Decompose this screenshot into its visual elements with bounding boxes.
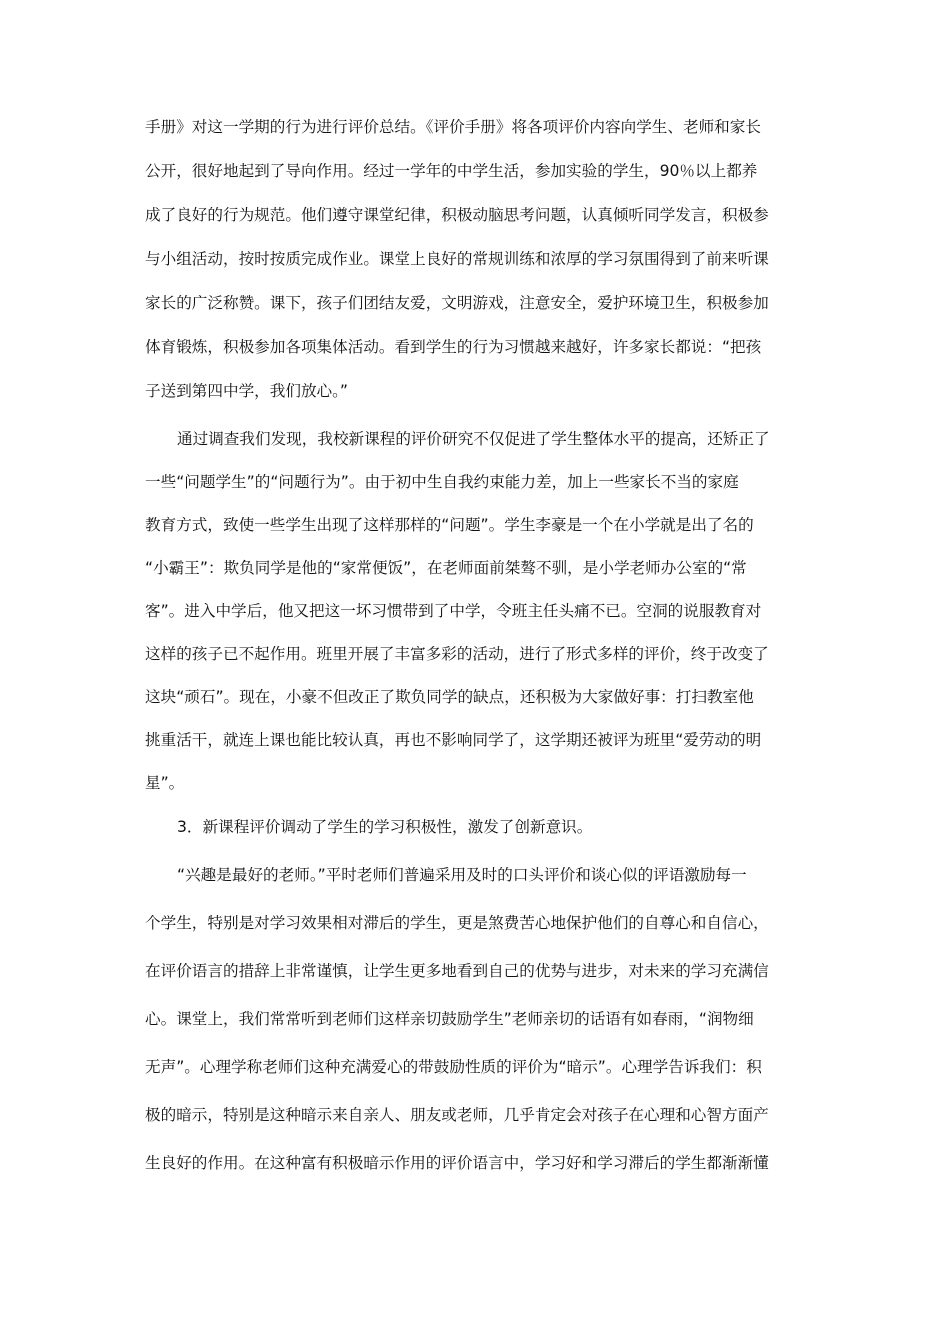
text-line: 家长的广泛称赞。课下，孩子们团结友爱，文明游戏，注意安全，爱护环境卫生，积极参加 — [145, 294, 769, 312]
text-line: 客”。进入中学后，他又把这一坏习惯带到了中学，令班主任头痛不已。空洞的说服教育对 — [145, 602, 762, 620]
text-line: 心。课堂上，我们常常听到老师们这样亲切鼓励学生”老师亲切的话语有如春雨，“润物细 — [145, 1010, 754, 1028]
text-line: 一些“问题学生”的“问题行为”。由于初中生自我约束能力差，加上一些家长不当的家庭 — [145, 473, 739, 491]
text-line: 星”。 — [145, 774, 185, 792]
text-line: 个学生，特别是对学习效果相对滞后的学生，更是煞费苦心地保护他们的自尊心和自信心， — [145, 914, 769, 932]
text-line: 生良好的作用。在这种富有积极暗示作用的评价语言中，学习好和学习滞后的学生都渐渐懂 — [145, 1154, 769, 1172]
text-line: 这块“顽石”。现在，小豪不但改正了欺负同学的缺点，还积极为大家做好事：打扫教室他 — [145, 688, 754, 706]
text-line: 教育方式，致使一些学生出现了这样那样的“问题”。学生李豪是一个在小学就是出了名的 — [145, 516, 754, 534]
text-line: 成了良好的行为规范。他们遵守课堂纪律，积极动脑思考问题，认真倾听同学发言，积极参 — [145, 206, 769, 224]
text-line: 子送到第四中学，我们放心。” — [145, 382, 348, 400]
text-line: 手册》对这一学期的行为进行评价总结。《评价手册》将各项评价内容向学生、老师和家长 — [145, 118, 761, 136]
text-line: 通过调查我们发现，我校新课程的评价研究不仅促进了学生整体水平的提高，还矫正了 — [177, 430, 770, 448]
text-line: “小霸王”：欺负同学是他的“家常便饭”，在老师面前桀骜不驯，是小学老师办公室的“常 — [145, 559, 747, 577]
text-line: 与小组活动，按时按质完成作业。课堂上良好的常规训练和浓厚的学习氛围得到了前来听课 — [145, 250, 769, 268]
section-heading: 3．新课程评价调动了学生的学习积极性，激发了创新意识。 — [177, 818, 593, 836]
text-line: “兴趣是最好的老师。”平时老师们普遍采用及时的口头评价和谈心似的评语激励每一 — [177, 866, 747, 884]
text-line: 公开，很好地起到了导向作用。经过一学年的中学生活，参加实验的学生，90％以上都养 — [145, 162, 758, 180]
text-line: 这样的孩子已不起作用。班里开展了丰富多彩的活动，进行了形式多样的评价，终于改变了 — [145, 645, 769, 663]
text-line: 无声”。心理学称老师们这种充满爱心的带鼓励性质的评价为“暗示”。心理学告诉我们：积 — [145, 1058, 762, 1076]
text-line: 在评价语言的措辞上非常谨慎，让学生更多地看到自己的优势与进步，对未来的学习充满信 — [145, 962, 769, 980]
text-line: 体育锻炼，积极参加各项集体活动。看到学生的行为习惯越来越好，许多家长都说：“把孩 — [145, 338, 762, 356]
text-line: 极的暗示，特别是这种暗示来自亲人、朋友或老师，几乎肯定会对孩子在心理和心智方面产 — [145, 1106, 769, 1124]
text-line: 挑重活干，就连上课也能比较认真，再也不影响同学了，这学期还被评为班里“爱劳动的明 — [145, 731, 762, 749]
